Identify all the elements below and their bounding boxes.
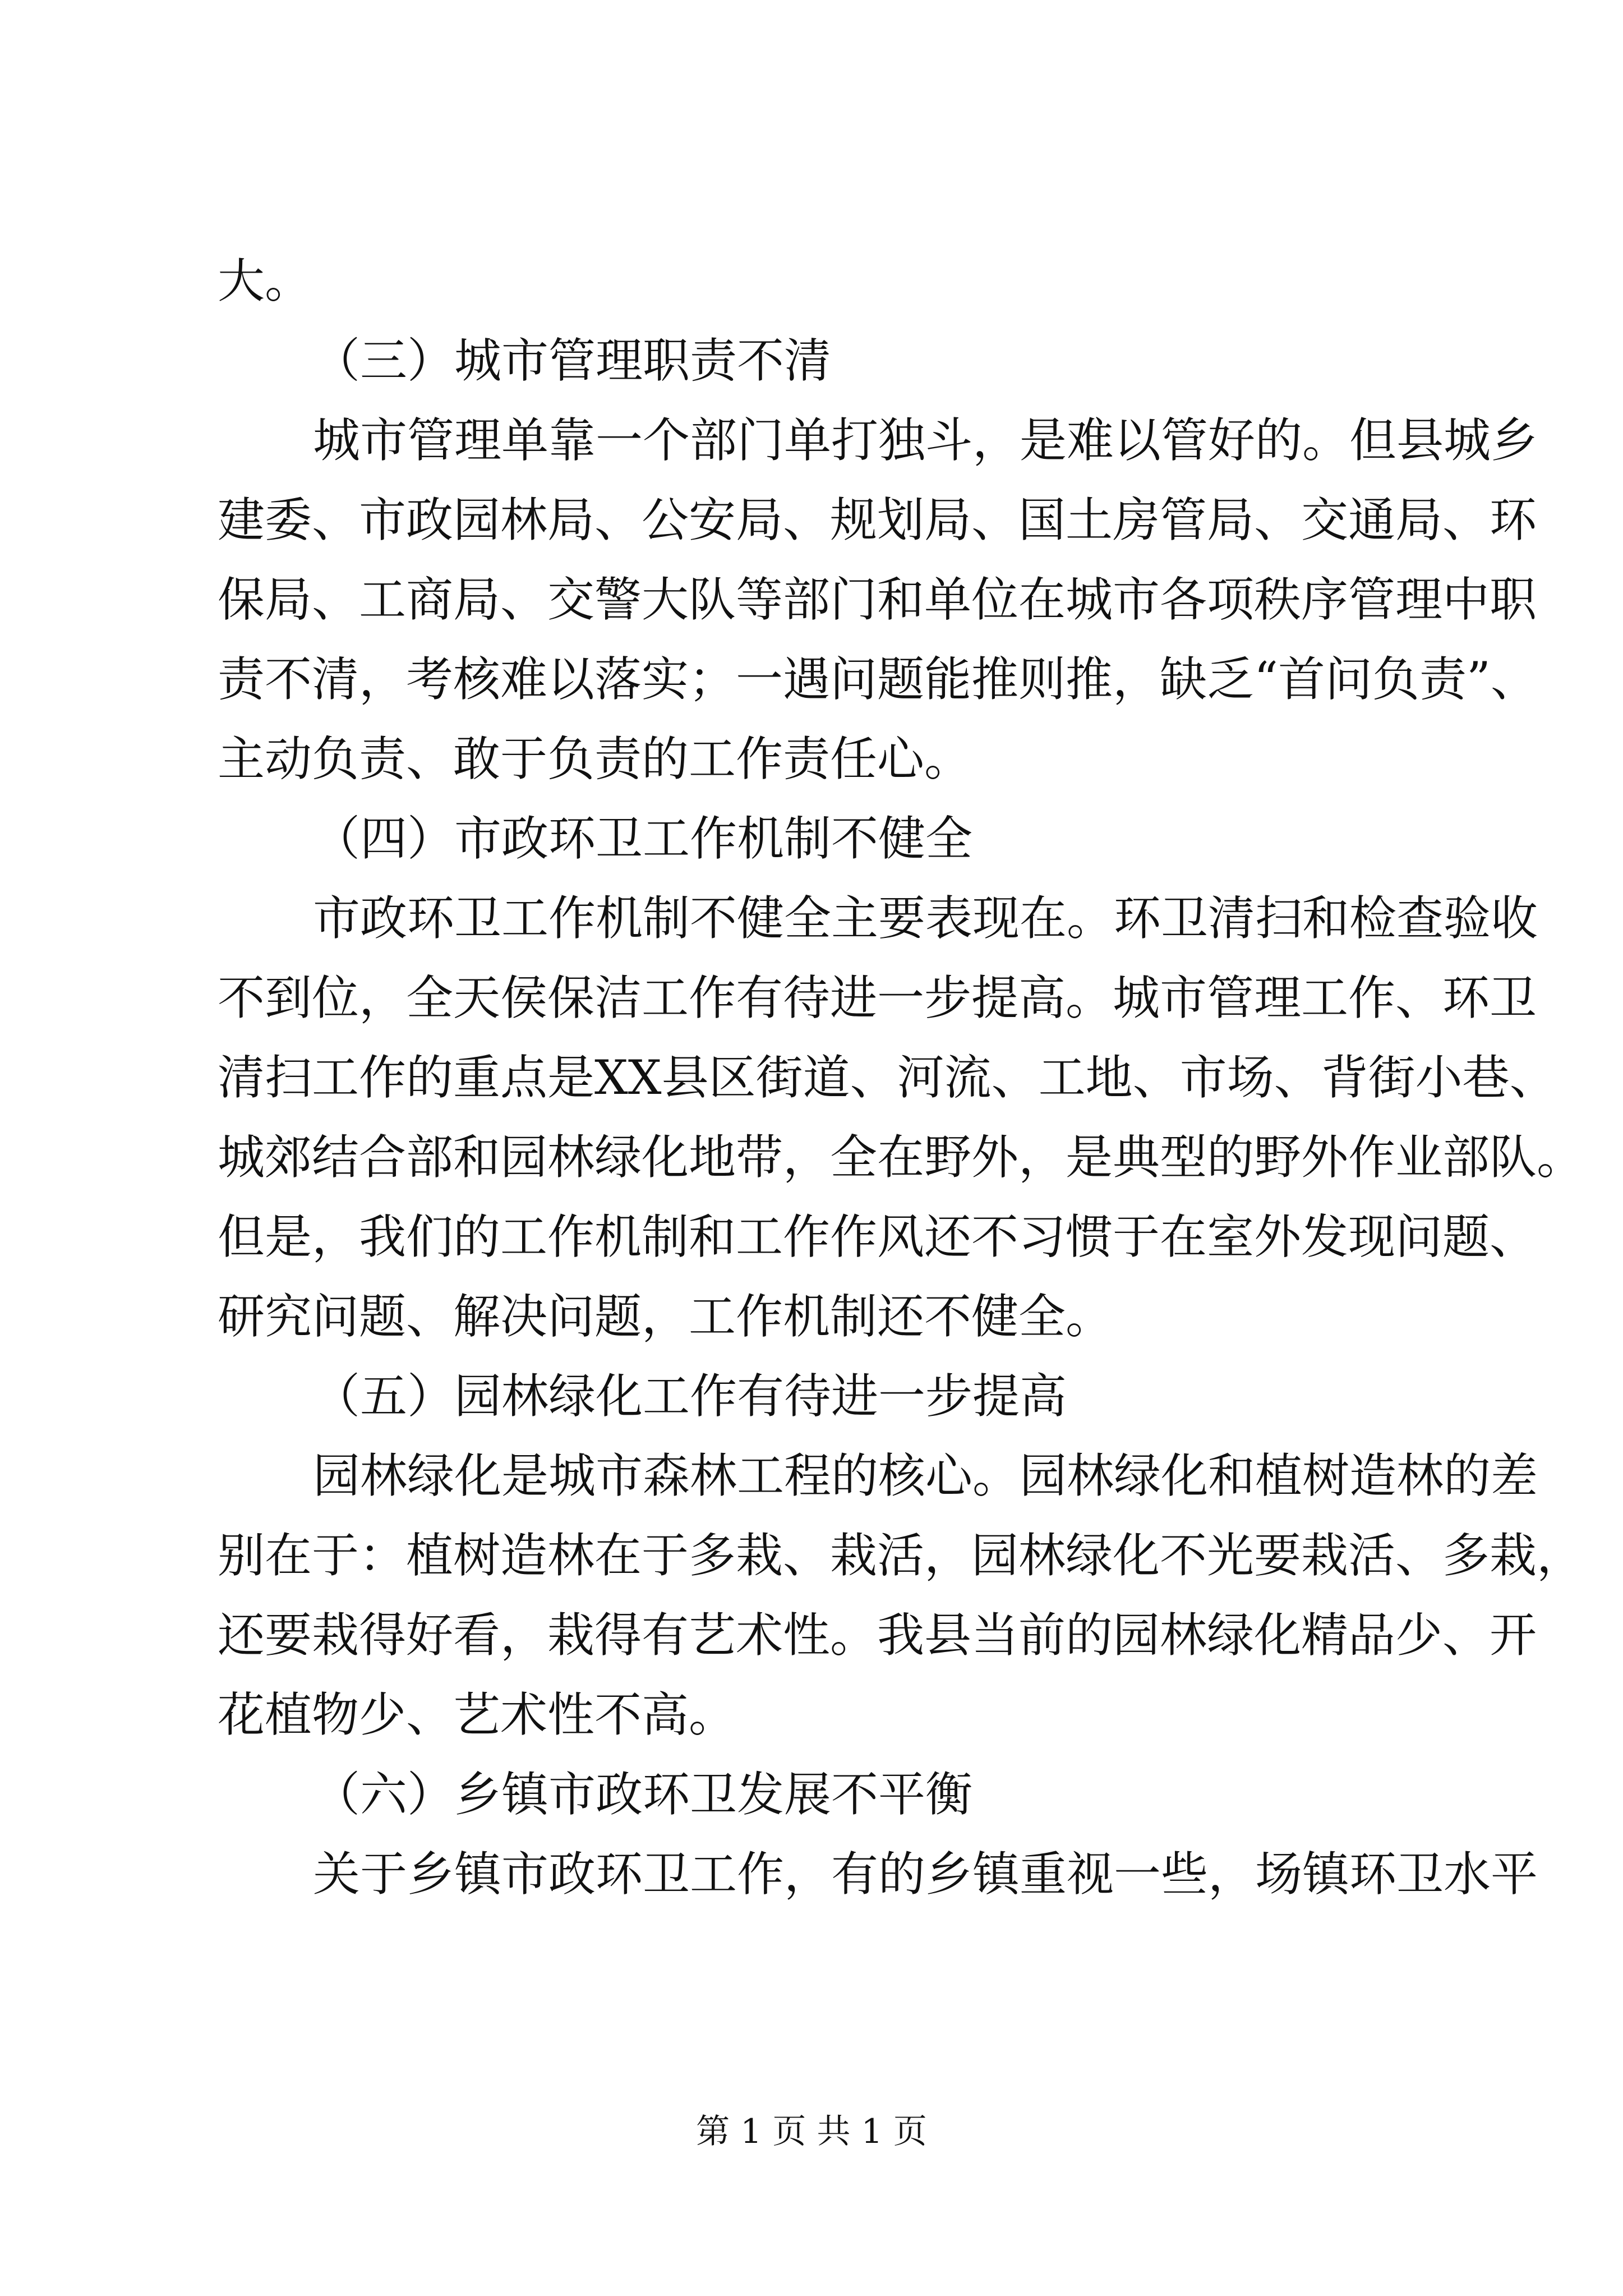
paragraph-line: 关于乡镇市政环卫工作，有的乡镇重视一些，场镇环卫水平 xyxy=(313,1847,1538,1902)
paragraph-line: 城市管理单靠一个部门单打独斗，是难以管好的。但县城乡 xyxy=(313,413,1538,468)
section-heading: （四）市政环卫工作机制不健全 xyxy=(313,811,973,866)
paragraph-line: 还要栽得好看，栽得有艺术性。我县当前的园林绿化精品少、开 xyxy=(218,1608,1537,1663)
paragraph-line: 城郊结合部和园林绿化地带，全在野外，是典型的野外作业部队。 xyxy=(218,1130,1584,1185)
paragraph-line: 花植物少、艺术性不高。 xyxy=(218,1687,736,1742)
paragraph-line: 研究问题、解决问题，工作机制还不健全。 xyxy=(218,1289,1113,1344)
paragraph-line: 主动负责、敢于负责的工作责任心。 xyxy=(218,731,972,786)
paragraph-line: 保局、工商局、交警大队等部门和单位在城市各项秩序管理中职 xyxy=(218,572,1537,627)
section-heading: （五）园林绿化工作有待进一步提高 xyxy=(313,1369,1067,1424)
section-heading: （六）乡镇市政环卫发展不平衡 xyxy=(313,1767,973,1822)
paragraph-line: 大。 xyxy=(218,254,312,309)
document-body xyxy=(218,241,1584,1914)
paragraph-line: 清扫工作的重点是XX县区街道、河流、工地、市场、背街小巷、 xyxy=(218,1050,1557,1105)
paragraph-line: 建委、市政园林局、公安局、规划局、国土房管局、交通局、环 xyxy=(218,493,1537,547)
paragraph-line: 不到位，全天侯保洁工作有待进一步提高。城市管理工作、环卫 xyxy=(218,970,1537,1025)
paragraph-line: 责不清，考核难以落实；一遇问题能推则推，缺乏“首问负责”、 xyxy=(218,652,1538,707)
paragraph-line: 但是，我们的工作机制和工作作风还不习惯于在室外发现问题、 xyxy=(218,1209,1537,1264)
paragraph-line: 园林绿化是城市森林工程的核心。园林绿化和植树造林的差 xyxy=(313,1448,1538,1503)
section-heading: （三）城市管理职责不清 xyxy=(313,333,832,388)
paragraph-line: 市政环卫工作机制不健全主要表现在。环卫清扫和检查验收 xyxy=(313,891,1538,946)
page-footer: 第 1 页 共 1 页 xyxy=(696,2112,927,2151)
paragraph-line: 别在于：植树造林在于多栽、栽活，园林绿化不光要栽活、多栽， xyxy=(218,1528,1584,1583)
